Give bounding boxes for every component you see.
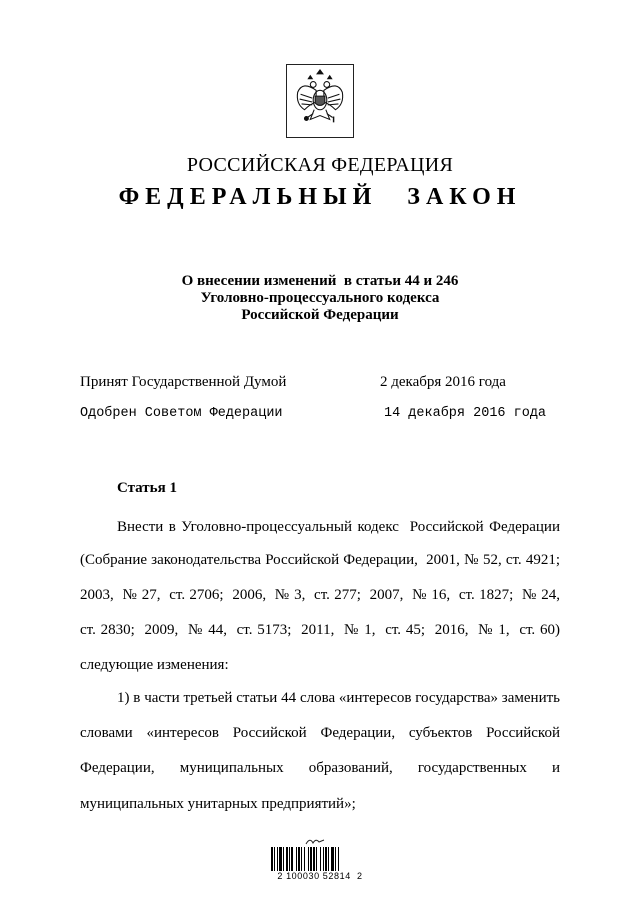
country-name: РОССИЙСКАЯ ФЕДЕРАЦИЯ	[186, 154, 454, 176]
paragraph-line: следующие изменения:	[80, 657, 229, 673]
law-title-line: Российской Федерации	[241, 307, 399, 323]
council-approval-date: 14 декабря 2016 года	[384, 406, 547, 421]
barcode-number: 2 100030 52814 2	[277, 871, 363, 881]
coat-of-arms-icon	[286, 64, 354, 138]
amendment-line: Федерации, муниципальных образований, государственных и	[80, 760, 560, 776]
amendment-line: 1) в части третьей статьи 44 слова «интересов государства» заменить	[117, 690, 560, 706]
law-type: ФЕДЕРАЛЬНЫЙ ЗАКОН	[118, 184, 522, 210]
signature-mark-icon	[304, 835, 326, 847]
law-title	[0, 273, 640, 324]
paragraph-line: ст. 2830; 2009, № 44, ст. 5173; 2011, № 1, ст. 45; 2016, № 1, ст. 60)	[80, 622, 560, 638]
amendment-line: муниципальных унитарных предприятий»;	[80, 796, 356, 812]
law-title-line: Уголовно-процессуального кодекса	[200, 290, 440, 306]
barcode-icon	[270, 847, 368, 871]
duma-adoption-date: 2 декабря 2016 года	[380, 374, 506, 390]
article-heading: Статья 1	[117, 480, 177, 496]
amendment-line: словами «интересов Российской Федерации, субъектов Российской	[80, 725, 560, 741]
law-title-line: О внесении изменений в статьи 44 и 246	[181, 273, 459, 289]
paragraph-line: (Собрание законодательства Российской Федерации, 2001, № 52, ст. 4921;	[80, 552, 560, 568]
council-approval-label: Одобрен Советом Федерации	[80, 406, 283, 421]
paragraph-line: 2003, № 27, ст. 2706; 2006, № 3, ст. 277; 2007, № 16, ст. 1827; № 24,	[80, 587, 560, 603]
duma-adoption-label: Принят Государственной Думой	[80, 374, 287, 390]
paragraph-line: Внести в Уголовно-процессуальный кодекс Российской Федерации	[117, 519, 560, 535]
